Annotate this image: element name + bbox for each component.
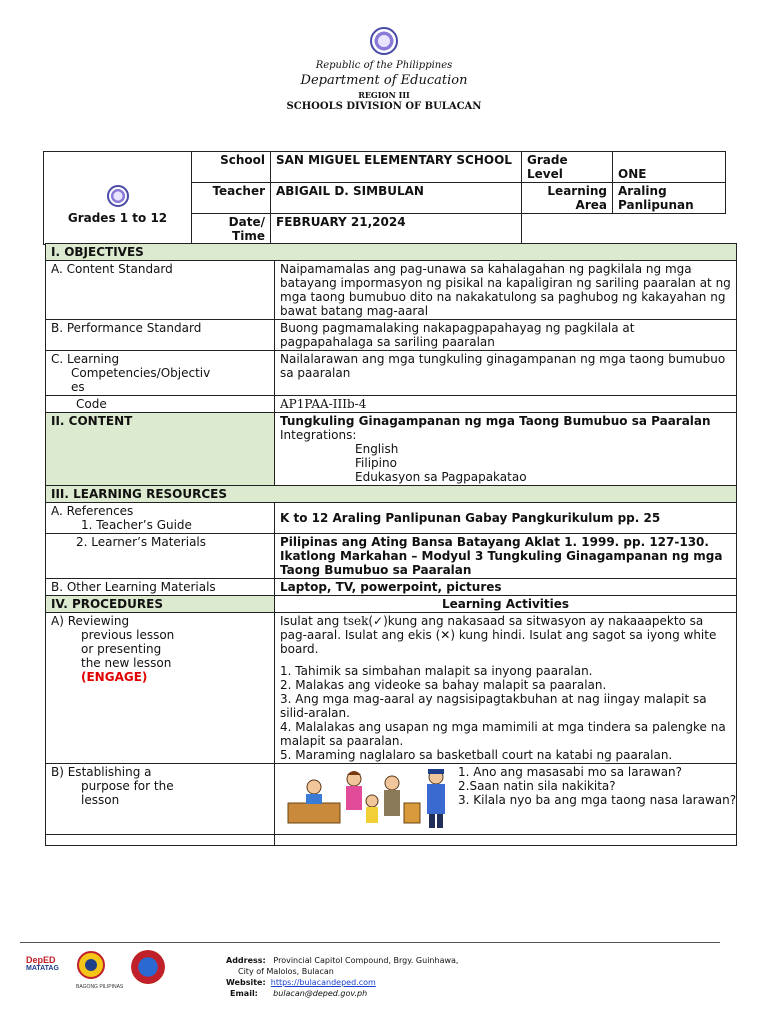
content-title: Tungkuling Ginagampanan ng mga Taong Bumubuo sa Paaralan: [280, 414, 711, 428]
school-value: SAN MIGUEL ELEMENTARY SCHOOL: [271, 152, 522, 183]
learning-area-value-line1: Araling: [618, 184, 667, 198]
references-label-line: A. References: [51, 504, 134, 518]
lesson-plan-table: [45, 243, 737, 846]
purpose-question: 3. Kilala nyo ba ang mga taong nasa larawan?: [458, 793, 737, 807]
purpose-question: 1. Ano ang masasabi mo sa larawan?: [458, 765, 683, 779]
matatag-logo-text: MATATAG: [26, 965, 59, 972]
content-standard-label: A. Content Standard: [46, 261, 275, 320]
school-people-illustration: [280, 765, 737, 833]
integrations-label: Integrations:: [280, 428, 357, 442]
bagong-pilipinas-logo: [76, 950, 124, 990]
address-line1: Provincial Capitol Compound, Brgy. Guinhawa,: [273, 956, 459, 965]
website-link[interactable]: https://bulacandeped.com: [270, 978, 376, 987]
bagong-pilipinas-text: BAGONG PILIPINAS: [76, 984, 124, 990]
competencies-label-line3: es: [71, 380, 85, 394]
learning-area-label-line2: Area: [575, 198, 607, 212]
teachers-guide-value: K to 12 Araling Panlipunan Gabay Pangkurikulum pp. 25: [275, 503, 737, 534]
integration-item: Edukasyon sa Pagpapakatao: [355, 470, 527, 484]
website-label: Website:: [226, 978, 266, 987]
competencies-label: [46, 351, 275, 396]
grade-level-label: Grade Level: [522, 152, 613, 183]
purpose-label-line: purpose for the: [81, 779, 174, 793]
department-line: Department of Education: [300, 73, 468, 88]
code-value: AP1PAA-IIIb-4: [275, 396, 737, 413]
sdo-bulacan-seal: [131, 950, 165, 984]
competencies-label-line1: C. Learning: [51, 352, 120, 366]
purpose-activity: [275, 764, 737, 835]
learning-area-value: [613, 183, 726, 214]
footer-divider: [20, 942, 720, 943]
learning-area-label: [522, 183, 613, 214]
review-item: 3. Ang mga mag-aaral ay nagsisipagtakbuhan at nag iingay malapit sa silid-aralan.: [280, 692, 707, 720]
deped-seal-small-logo: [107, 185, 129, 207]
grades-cell: [44, 152, 192, 245]
purpose-label: [46, 764, 275, 835]
review-item: 1. Tahimik sa simbahan malapit sa inyong paaralan.: [280, 664, 593, 678]
performance-standard-label: B. Performance Standard: [46, 320, 275, 351]
other-materials-label: B. Other Learning Materials: [46, 579, 275, 596]
procedures-heading: IV. PROCEDURES: [46, 596, 275, 613]
address-line2: City of Malolos, Bulacan: [238, 967, 334, 976]
email-value: bulacan@deped.gov.ph: [273, 989, 368, 998]
learning-area-value-line2: Panlipunan: [618, 198, 694, 212]
integration-item: Filipino: [355, 456, 397, 470]
email-label: Email:: [230, 989, 258, 998]
republic-line: Republic of the Philippines: [315, 60, 453, 71]
purpose-label-line: lesson: [81, 793, 120, 807]
integration-item: English: [355, 442, 399, 456]
purpose-label-line: B) Establishing a: [51, 765, 152, 779]
school-label: School: [192, 152, 271, 183]
teacher-label: Teacher: [192, 183, 271, 214]
school-people-image: [280, 765, 455, 833]
date-label: Date/ Time: [192, 214, 271, 245]
review-label-line: A) Reviewing: [51, 614, 130, 628]
review-intro-text-3: ) kung hindi. Isulat ang sagot sa iyong white board.: [280, 628, 717, 656]
review-label-line: or presenting: [81, 642, 162, 656]
review-item: 2. Malakas ang videoke sa bahay malapit sa paaralan.: [280, 678, 607, 692]
learning-area-label-line1: Learning: [547, 184, 607, 198]
performance-standard-value: Buong pagmamalaking nakapagpapahayag ng pagkilala at pagpapahalaga sa sariling paaralan: [275, 320, 737, 351]
code-label: Code: [46, 396, 275, 413]
tsek-word: tsek: [343, 614, 369, 628]
objectives-heading: I. OBJECTIVES: [46, 244, 737, 261]
review-instructions: Isulat ang tsek(✓)kung ang nakasaad sa sitwasyon ay nakaaapekto sa pag-aaral. Isulat ang ekis (✕) kung hindi. Isulat ang sagot sa iyong white board.: [280, 614, 717, 656]
footer-contact: [226, 955, 458, 999]
references-label: [46, 503, 275, 534]
review-label-line: previous lesson: [81, 628, 175, 642]
teacher-value: ABIGAIL D. SIMBULAN: [271, 183, 522, 214]
review-intro-text-2: )kung ang nakasaad sa sitwasyon ay nakaaapekto sa pag-aaral. Isulat ang ekis (: [280, 614, 704, 642]
engage-tag: (ENGAGE): [81, 670, 148, 684]
purpose-question: 2.Saan natin sila nakikita?: [458, 779, 616, 793]
review-intro-text: Isulat ang: [280, 614, 343, 628]
lesson-info-table: [43, 151, 726, 245]
deped-matatag-logo: [26, 955, 66, 981]
learners-materials-value: Pilipinas ang Ating Bansa Batayang Aklat 1. 1999. pp. 127-130. Ikatlong Markahan – Modyul 3 Tungkuling Ginagampanan ng mga Taong Bumubuo sa Paaralan: [275, 534, 737, 579]
review-item: 4. Malalakas ang usapan ng mga mamimili at mga tindera sa palengke na malapit sa paaralan.: [280, 720, 726, 748]
address-label: Address:: [226, 956, 266, 965]
deped-logo-text: DepED: [26, 955, 56, 965]
review-activity: [275, 613, 737, 764]
purpose-questions: [458, 765, 758, 807]
grade-level-value: ONE: [613, 152, 726, 183]
checkmark-icon: ✓: [373, 614, 384, 628]
content-heading: II. CONTENT: [46, 413, 275, 486]
competencies-label-line2: Competencies/Objectiv: [71, 366, 211, 380]
competencies-value: Nailalarawan ang mga tungkuling ginagampanan ng mga taong bumubuo sa paaralan: [275, 351, 737, 396]
resources-heading: III. LEARNING RESOURCES: [46, 486, 737, 503]
x-mark-icon: ✕: [440, 628, 451, 642]
grades-label: Grades 1 to 12: [67, 211, 168, 225]
deped-seal-logo: [370, 27, 398, 55]
date-value: FEBRUARY 21,2024: [271, 214, 522, 245]
learners-materials-label: 2. Learner’s Materials: [46, 534, 275, 579]
review-label-line: the new lesson: [81, 656, 172, 670]
teachers-guide-label: 1. Teacher’s Guide: [81, 518, 192, 532]
review-item: 5. Maraming naglalaro sa basketball court na katabi ng paaralan.: [280, 748, 673, 762]
region-line: REGION III: [358, 90, 410, 100]
division-line: SCHOOLS DIVISION OF BULACAN: [286, 101, 482, 112]
review-label: [46, 613, 275, 764]
other-materials-value: Laptop, TV, powerpoint, pictures: [275, 579, 737, 596]
learning-activities-heading: Learning Activities: [275, 596, 737, 613]
content-cell: [275, 413, 737, 486]
content-standard-value: Naipamamalas ang pag-unawa sa kahalagahan ng pagkilala ng mga batayang impormasyon ng pisikal na kapaligiran ng sariling paaralan at ng mga taong bumubuo dito na nakakatulong sa paghubog ng kakayahan ng bawat batang mag-aaral: [275, 261, 737, 320]
